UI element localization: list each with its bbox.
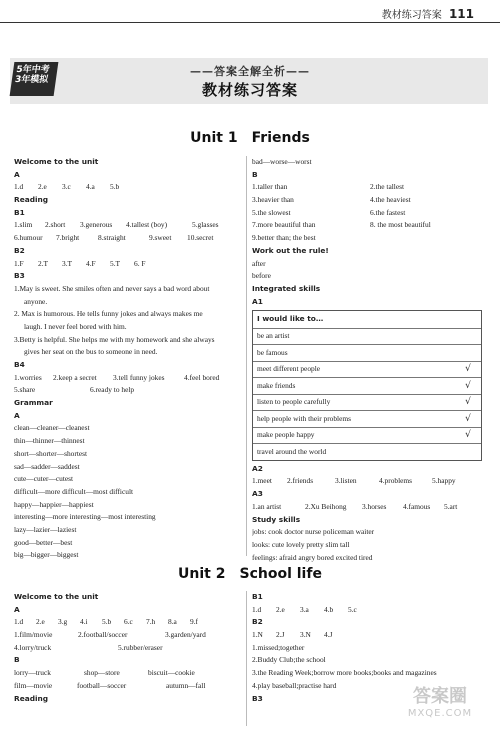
answer-item: 3.horses	[362, 501, 387, 511]
table-cell: make people happy	[257, 430, 315, 440]
answer-item: football—soccer	[77, 680, 127, 690]
answer-line: 3.the Reading Week;borrow more books;books and magazines	[252, 668, 437, 678]
section-heading: A	[14, 604, 20, 614]
answer-pair-row	[252, 207, 488, 220]
banner-subtitle: ——答案全解全析——	[190, 65, 310, 78]
unit2-name: School life	[239, 566, 322, 582]
answer-item: 1.slim	[14, 220, 33, 230]
check-mark-icon: √	[465, 413, 471, 424]
table-cell: meet different people	[257, 364, 321, 374]
answer-item: 5.happy	[432, 476, 456, 486]
answer-item: 8.a	[168, 617, 177, 627]
logo-line-2: 3年模拟	[14, 75, 49, 85]
answer-item: 1.meet	[252, 476, 272, 486]
answer-item: 1.worries	[14, 372, 42, 382]
answer-row	[252, 604, 488, 617]
section-heading: Reading	[14, 693, 49, 703]
answer-item: 5.rubber/eraser	[118, 642, 163, 652]
answer-item: 6.ready to help	[90, 385, 135, 395]
answer-item: 3.generous	[80, 220, 113, 230]
answer-row	[14, 616, 240, 629]
section-heading: A	[14, 410, 20, 420]
answer-item: 3.g	[58, 617, 68, 627]
answer-item: 5.b	[102, 617, 112, 627]
section-heading: B	[252, 169, 258, 179]
answer-item: biscuit—cookie	[148, 668, 195, 678]
section-heading: Reading	[14, 195, 49, 205]
answer-item: 8. the most beautiful	[370, 220, 431, 230]
answer-line: big—bigger—biggest	[14, 550, 79, 560]
answer-item: 1.d	[14, 617, 24, 627]
table-cell: listen to people carefully	[257, 397, 331, 407]
answer-item: 1.F	[14, 258, 24, 268]
table-cell: help people with their problems	[257, 413, 352, 423]
answer-item: 5.glasses	[192, 220, 219, 230]
answer-item: 5.art	[444, 501, 458, 511]
section-heading: B2	[252, 617, 263, 627]
answer-item: 4.F	[86, 258, 96, 268]
answer-row	[14, 258, 240, 271]
check-mark-icon: √	[465, 397, 471, 408]
answer-item: 6.the fastest	[370, 207, 406, 217]
section-heading: B	[14, 655, 20, 665]
answer-row	[252, 629, 488, 642]
page-number: 111	[448, 7, 474, 21]
answer-item: 2.short	[45, 220, 66, 230]
answer-item: 6. F	[134, 258, 146, 268]
answer-item: 5.c	[348, 604, 357, 614]
answer-row	[252, 475, 488, 488]
section-heading: A2	[252, 463, 263, 473]
answer-item: film—movie	[14, 680, 53, 690]
answer-line: 2.Buddy Club;the school	[252, 655, 326, 665]
answer-item: 6.c	[124, 617, 133, 627]
answer-line: 2. Max is humorous. He tells funny jokes and always makes me	[14, 309, 203, 319]
answer-item: 5.T	[110, 258, 121, 268]
section-heading: B1	[252, 592, 263, 601]
table-row	[253, 344, 481, 361]
answer-line: short—shorter—shortest	[14, 448, 88, 458]
answer-item: 2.e	[36, 617, 45, 627]
section-heading: Welcome to the unit	[14, 592, 99, 601]
unit1-right-column	[252, 156, 488, 564]
answer-item: 8.straight	[98, 233, 126, 243]
unit1-left-column	[14, 156, 240, 562]
answer-item: 7.more beautiful than	[252, 220, 316, 230]
answer-item: 2.e	[38, 182, 47, 192]
answer-item: 4.a	[86, 182, 95, 192]
check-mark-icon: √	[465, 364, 471, 375]
answer-item: 4.tallest (boy)	[126, 220, 168, 230]
answer-item: 1.d	[252, 604, 262, 614]
answer-item: shop—store	[84, 668, 120, 678]
answer-item: 6.humour	[14, 233, 43, 243]
answer-line-continued: anyone.	[24, 296, 48, 306]
table-cell: travel around the world	[257, 446, 327, 456]
answer-pair-row	[252, 219, 488, 232]
answer-item: autumn—fall	[166, 680, 206, 690]
answer-line: after	[252, 258, 266, 268]
answer-item: 5.share	[14, 385, 36, 395]
answer-line-continued: gives her seat on the bus to someone in need.	[24, 347, 158, 357]
answer-line: 1.missed;together	[252, 642, 305, 652]
page-header	[382, 6, 474, 21]
section-heading: Welcome to the unit	[14, 157, 99, 166]
answer-item: 2.e	[276, 604, 285, 614]
answer-line: 4.play baseball;practise hard	[252, 680, 337, 690]
answer-item: 5.the slowest	[252, 207, 291, 217]
answer-row	[252, 501, 488, 514]
answer-line: 1.May is sweet. She smiles often and never says a bad word about	[14, 283, 210, 293]
logo-line-1: 5年中考	[15, 65, 51, 75]
answer-line: cute—cuter—cutest	[14, 474, 74, 484]
answer-item: 3.N	[300, 630, 311, 640]
table-cell: be famous	[257, 347, 288, 357]
answer-item: 2.football/soccer	[78, 630, 128, 640]
answer-item: 7.bright	[56, 233, 80, 243]
section-heading: Integrated skills	[252, 283, 321, 293]
answer-row	[14, 384, 240, 397]
answer-row	[14, 181, 240, 194]
answer-line: 3.Betty is helpful. She helps me with my homework and she always	[14, 334, 215, 344]
answer-item: lorry—truck	[14, 668, 51, 678]
answer-item: 7.h	[146, 617, 156, 627]
unit2-number: Unit 2	[178, 566, 226, 582]
header-section-title: 教材练习答案	[381, 10, 442, 21]
table-row	[253, 427, 481, 444]
section-heading: Study skills	[252, 514, 301, 524]
answer-item: 4.J	[324, 630, 333, 640]
section-heading: B1	[14, 207, 25, 217]
unit2-left-column	[14, 591, 240, 705]
answer-line: lazy—lazier—laziest	[14, 524, 77, 534]
answer-row	[14, 642, 240, 655]
answer-item: 4.lorry/truck	[14, 642, 52, 652]
answer-item: 3.garden/yard	[165, 630, 206, 640]
table-row	[253, 394, 481, 411]
answer-line-continued: laugh. I never feel bored with him.	[24, 321, 127, 331]
answer-line: clean—cleaner—cleanest	[14, 423, 90, 433]
watermark-line-1: 答案圈	[413, 686, 467, 707]
answer-row	[14, 667, 240, 680]
a1-checklist-table	[252, 310, 482, 461]
answer-line: jobs: cook doctor nurse policeman waiter	[252, 527, 375, 537]
section-heading: B4	[14, 360, 25, 369]
unit1-name: Friends	[251, 130, 310, 146]
section-heading: Grammar	[14, 398, 53, 408]
watermark-line-2: MXQE.COM	[407, 708, 473, 719]
answer-item: 2.Xu Beihong	[305, 501, 347, 511]
header-rule	[0, 22, 500, 23]
answer-item: 2.keep a secret	[53, 372, 97, 382]
table-cell: be an artist	[257, 331, 290, 341]
answer-line: 9.better than; the best	[252, 233, 316, 243]
answer-row	[14, 372, 240, 385]
answer-item: 1.an artist	[252, 501, 282, 511]
answer-line: feelings: afraid angry bored excited tired	[252, 552, 373, 562]
section-heading: B3	[252, 693, 263, 703]
answer-item: 3.tell funny jokes	[113, 372, 165, 382]
check-mark-icon: √	[465, 430, 471, 441]
answer-item: 4.i	[80, 617, 88, 627]
answer-item: 4.problems	[379, 476, 413, 486]
unit1-number: Unit 1	[190, 130, 238, 146]
answer-item: 3.listen	[335, 476, 357, 486]
column-divider-2	[246, 591, 247, 726]
answer-line: bad—worse—worst	[252, 157, 312, 166]
answer-item: 10.secret	[187, 233, 214, 243]
answer-item: 2.friends	[287, 476, 314, 486]
answer-line: thin—thinner—thinnest	[14, 436, 85, 446]
answer-item: 1.film/movie	[14, 630, 53, 640]
answer-row	[14, 680, 240, 693]
answer-item: 1.taller than	[252, 182, 288, 192]
answer-item: 9.f	[190, 617, 199, 627]
section-heading: A1	[252, 296, 263, 306]
answer-item: 2.J	[276, 630, 285, 640]
answer-line: difficult—more difficult—most difficult	[14, 486, 134, 496]
answer-item: 4.b	[324, 604, 334, 614]
answer-line: happy—happier—happiest	[14, 499, 94, 509]
section-heading: Work out the rule!	[252, 245, 329, 255]
answer-item: 3.T	[62, 258, 73, 268]
answer-item: 1.N	[252, 630, 263, 640]
answer-pair-row	[252, 194, 488, 207]
section-heading: A	[14, 169, 20, 179]
unit2-title	[0, 566, 500, 582]
answer-line: before	[252, 271, 271, 281]
answer-row	[14, 232, 240, 245]
table-row	[253, 410, 481, 427]
answer-item: 2.T	[38, 258, 49, 268]
column-divider	[246, 156, 247, 556]
answer-item: 1.d	[14, 182, 24, 192]
table-header: I would like to…	[257, 314, 324, 324]
answer-item: 9.sweet	[149, 233, 172, 243]
table-header-row	[253, 311, 481, 328]
answer-item: 5.b	[110, 182, 120, 192]
answer-row	[14, 629, 240, 642]
answer-item: 3.c	[62, 182, 71, 192]
answer-item: 4.famous	[403, 501, 431, 511]
banner-title: 教材练习答案	[201, 81, 298, 99]
table-row	[253, 443, 481, 460]
table-row	[253, 328, 481, 345]
answer-item: 2.the tallest	[370, 182, 405, 192]
answer-item: 3.heavier than	[252, 195, 294, 205]
answer-line: interesting—more interesting—most interesting	[14, 512, 156, 522]
answer-row	[14, 219, 240, 232]
answer-line: looks: cute lovely pretty slim tall	[252, 539, 350, 549]
answer-line: sad—sadder—saddest	[14, 461, 80, 471]
answer-item: 4.the heaviest	[370, 195, 411, 205]
section-heading: B3	[14, 271, 25, 281]
check-mark-icon: √	[465, 380, 471, 391]
answer-item: 3.a	[300, 604, 309, 614]
answer-pair-row	[252, 181, 488, 194]
answer-line: good—better—best	[14, 537, 73, 547]
section-heading: B2	[14, 245, 25, 255]
answer-item: 4.feel bored	[184, 372, 220, 382]
table-cell: make friends	[257, 380, 296, 390]
watermark	[390, 687, 490, 723]
section-heading: A3	[252, 489, 263, 499]
table-row	[253, 377, 481, 394]
table-row	[253, 361, 481, 378]
unit1-title	[0, 130, 500, 146]
